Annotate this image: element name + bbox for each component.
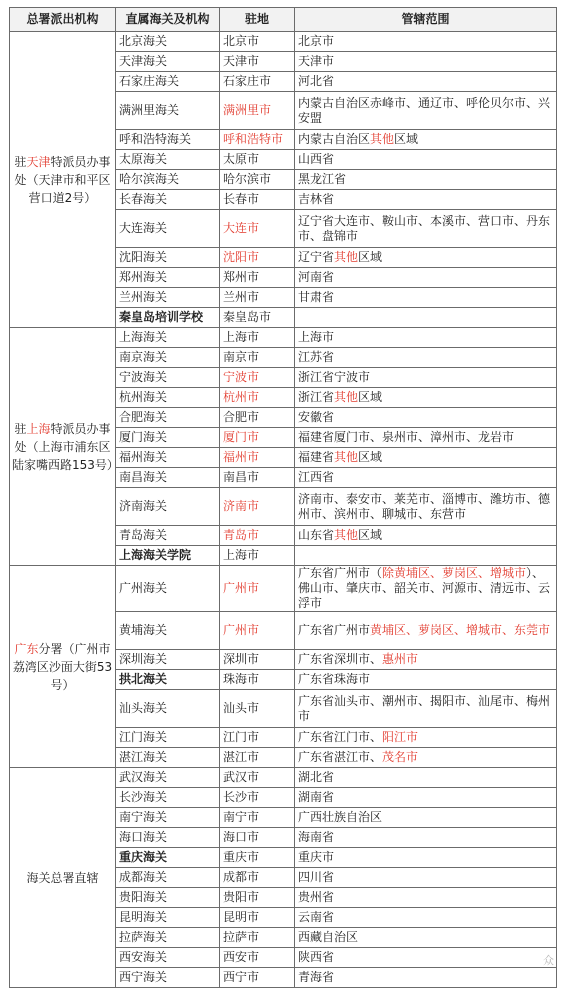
location-cell: 兰州市: [220, 288, 295, 308]
text-segment: 四川省: [298, 870, 335, 884]
customs-name-cell: 沈阳海关: [116, 248, 220, 268]
customs-name-cell: 大连海关: [116, 210, 220, 248]
customs-name-cell: 青岛海关: [116, 526, 220, 546]
customs-name-cell: 厦门海关: [116, 428, 220, 448]
customs-name-cell: 西安海关: [116, 948, 220, 968]
scope-cell: [295, 948, 557, 968]
header-scope: 管辖范围: [295, 8, 557, 32]
text-segment: 驻: [14, 154, 27, 169]
scope-cell: [295, 888, 557, 908]
location-cell: 太原市: [220, 150, 295, 170]
scope-cell: [295, 612, 557, 650]
location-cell: 武汉市: [220, 768, 295, 788]
text-segment: 内蒙古自治区: [298, 132, 371, 146]
location-cell: 大连市: [220, 210, 295, 248]
scope-cell: [295, 170, 557, 190]
text-segment: 重庆市: [298, 850, 335, 864]
watermark: 众: [543, 954, 554, 967]
customs-name-cell: 昆明海关: [116, 908, 220, 928]
scope-cell: [295, 52, 557, 72]
header-location: 驻地: [220, 8, 295, 32]
scope-cell: [295, 210, 557, 248]
text-segment: 上海市: [298, 330, 335, 344]
customs-name-cell: 呼和浩特海关: [116, 130, 220, 150]
scope-cell: [295, 408, 557, 428]
text-segment: 广东: [14, 641, 39, 656]
text-segment: 其他: [334, 390, 359, 404]
scope-cell: [295, 808, 557, 828]
text-segment: 区域: [358, 250, 383, 264]
header-row: [10, 8, 557, 32]
text-segment: 广东省广州市（: [298, 566, 383, 580]
text-segment: 江苏省: [298, 350, 335, 364]
customs-name-cell: 成都海关: [116, 868, 220, 888]
text-segment: 山西省: [298, 152, 335, 166]
text-segment: 其他: [334, 528, 359, 542]
scope-cell: [295, 32, 557, 52]
customs-name-cell: 武汉海关: [116, 768, 220, 788]
customs-name-cell: 湛江海关: [116, 748, 220, 768]
text-segment: 辽宁省: [298, 250, 335, 264]
text-segment: 湖北省: [298, 770, 335, 784]
text-segment: 广东省广州市: [298, 623, 371, 637]
customs-name-cell: 重庆海关: [116, 848, 220, 868]
location-cell: 杭州市: [220, 388, 295, 408]
text-segment: 除黄埔区、萝岗区、增城市: [382, 566, 527, 580]
customs-name-cell: 宁波海关: [116, 368, 220, 388]
text-segment: 茂名市: [382, 750, 419, 764]
customs-name-cell: 福州海关: [116, 448, 220, 468]
scope-cell: [295, 908, 557, 928]
text-segment: 湖南省: [298, 790, 335, 804]
location-cell: 天津市: [220, 52, 295, 72]
location-cell: 福州市: [220, 448, 295, 468]
text-segment: 安徽省: [298, 410, 335, 424]
location-cell: 哈尔滨市: [220, 170, 295, 190]
customs-name-cell: 汕头海关: [116, 690, 220, 728]
text-segment: 广西壮族自治区: [298, 810, 383, 824]
location-cell: 上海市: [220, 546, 295, 566]
scope-cell: [295, 348, 557, 368]
scope-cell: [295, 488, 557, 526]
customs-name-cell: 哈尔滨海关: [116, 170, 220, 190]
customs-name-cell: 兰州海关: [116, 288, 220, 308]
text-segment: 广东省深圳市、: [298, 652, 383, 666]
scope-cell: [295, 428, 557, 448]
location-cell: 呼和浩特市: [220, 130, 295, 150]
customs-name-cell: 南昌海关: [116, 468, 220, 488]
text-segment: 河南省: [298, 270, 335, 284]
location-cell: 南宁市: [220, 808, 295, 828]
text-segment: 广东省江门市、: [298, 730, 383, 744]
customs-name-cell: 南京海关: [116, 348, 220, 368]
text-segment: 特派员办事处（上海市浦东区陆家嘴西路153号）: [12, 421, 119, 472]
text-segment: 浙江省: [298, 390, 335, 404]
customs-name-cell: 秦皇岛培训学校: [116, 308, 220, 328]
scope-cell: [295, 968, 557, 988]
text-segment: 区域: [358, 390, 383, 404]
location-cell: 西安市: [220, 948, 295, 968]
text-segment: 青海省: [298, 970, 335, 984]
text-segment: 山东省: [298, 528, 335, 542]
table-row: [10, 566, 557, 612]
customs-name-cell: 北京海关: [116, 32, 220, 52]
location-cell: 上海市: [220, 328, 295, 348]
customs-name-cell: 石家庄海关: [116, 72, 220, 92]
text-segment: 上海: [26, 421, 51, 436]
text-segment: 浙江省宁波市: [298, 370, 371, 384]
scope-cell: [295, 928, 557, 948]
location-cell: 广州市: [220, 566, 295, 612]
text-segment: 广东省珠海市: [298, 672, 371, 686]
table-body: [10, 32, 557, 988]
location-cell: 郑州市: [220, 268, 295, 288]
customs-name-cell: 济南海关: [116, 488, 220, 526]
text-segment: 北京市: [298, 34, 335, 48]
customs-name-cell: 合肥海关: [116, 408, 220, 428]
scope-cell: [295, 150, 557, 170]
customs-name-cell: 长沙海关: [116, 788, 220, 808]
customs-name-cell: 天津海关: [116, 52, 220, 72]
text-segment: 内蒙古自治区赤峰市、通辽市、呼伦贝尔市、兴安盟: [298, 95, 551, 125]
location-cell: 沈阳市: [220, 248, 295, 268]
customs-name-cell: 太原海关: [116, 150, 220, 170]
scope-cell: [295, 566, 557, 612]
text-segment: 贵州省: [298, 890, 335, 904]
customs-name-cell: 上海海关学院: [116, 546, 220, 566]
scope-cell: [295, 72, 557, 92]
scope-cell: [295, 848, 557, 868]
text-segment: 分署（广州市荔湾区沙面大街53号）: [12, 641, 113, 692]
customs-name-cell: 满洲里海关: [116, 92, 220, 130]
text-segment: 福建省: [298, 450, 335, 464]
text-segment: 济南市、泰安市、莱芜市、淄博市、潍坊市、德州市、滨州市、聊城市、东营市: [298, 491, 551, 521]
text-segment: 海南省: [298, 830, 335, 844]
text-segment: ）、佛山市、肇庆市、韶关市、河源市、清远市、云浮市: [298, 566, 551, 610]
text-segment: 特派员办事处（天津市和平区营口道2号）: [14, 154, 111, 205]
location-cell: 贵阳市: [220, 888, 295, 908]
scope-cell: [295, 748, 557, 768]
text-segment: 黑龙江省: [298, 172, 347, 186]
customs-name-cell: 拱北海关: [116, 670, 220, 690]
text-segment: 广东省湛江市、: [298, 750, 383, 764]
scope-cell: [295, 130, 557, 150]
text-segment: 西藏自治区: [298, 930, 359, 944]
scope-cell: [295, 248, 557, 268]
customs-name-cell: 长春海关: [116, 190, 220, 210]
dispatch-office-cell: [10, 768, 116, 988]
customs-name-cell: 西宁海关: [116, 968, 220, 988]
location-cell: 长沙市: [220, 788, 295, 808]
text-segment: 福建省厦门市、泉州市、漳州市、龙岩市: [298, 430, 515, 444]
text-segment: 广东省汕头市、潮州市、揭阳市、汕尾市、梅州市: [298, 693, 551, 723]
location-cell: 石家庄市: [220, 72, 295, 92]
header-office: 总署派出机构: [10, 8, 116, 32]
location-cell: 满洲里市: [220, 92, 295, 130]
scope-cell: [295, 288, 557, 308]
location-cell: 重庆市: [220, 848, 295, 868]
scope-cell: [295, 308, 557, 328]
customs-name-cell: 杭州海关: [116, 388, 220, 408]
location-cell: 宁波市: [220, 368, 295, 388]
location-cell: 长春市: [220, 190, 295, 210]
customs-jurisdiction-table: [9, 7, 557, 988]
scope-cell: [295, 368, 557, 388]
text-segment: 其他: [334, 250, 359, 264]
scope-cell: [295, 92, 557, 130]
location-cell: 珠海市: [220, 670, 295, 690]
text-segment: 区域: [394, 132, 419, 146]
text-segment: 区域: [358, 528, 383, 542]
text-segment: 其他: [334, 450, 359, 464]
text-segment: 惠州市: [382, 652, 419, 666]
text-segment: 区域: [358, 450, 383, 464]
text-segment: 阳江市: [382, 730, 419, 744]
scope-cell: [295, 788, 557, 808]
table-row: [10, 328, 557, 348]
location-cell: 济南市: [220, 488, 295, 526]
text-segment: 河北省: [298, 74, 335, 88]
scope-cell: [295, 448, 557, 468]
text-segment: 江西省: [298, 470, 335, 484]
dispatch-office-cell: [10, 566, 116, 768]
text-segment: 海关总署直辖: [26, 870, 99, 885]
customs-name-cell: 南宁海关: [116, 808, 220, 828]
scope-cell: [295, 728, 557, 748]
scope-cell: [295, 190, 557, 210]
location-cell: 湛江市: [220, 748, 295, 768]
location-cell: 青岛市: [220, 526, 295, 546]
text-segment: 其他: [370, 132, 395, 146]
customs-name-cell: 江门海关: [116, 728, 220, 748]
customs-name-cell: 海口海关: [116, 828, 220, 848]
text-segment: 天津市: [298, 54, 335, 68]
text-segment: 陕西省: [298, 950, 335, 964]
text-segment: 云南省: [298, 910, 335, 924]
scope-cell: [295, 546, 557, 566]
scope-cell: [295, 690, 557, 728]
customs-name-cell: 上海海关: [116, 328, 220, 348]
location-cell: 成都市: [220, 868, 295, 888]
header-customs: 直属海关及机构: [116, 8, 220, 32]
text-segment: 甘肃省: [298, 290, 335, 304]
scope-cell: [295, 828, 557, 848]
customs-name-cell: 黄埔海关: [116, 612, 220, 650]
text-segment: 辽宁省大连市、鞍山市、本溪市、营口市、丹东市、盘锦市: [298, 213, 551, 243]
location-cell: 江门市: [220, 728, 295, 748]
customs-name-cell: 郑州海关: [116, 268, 220, 288]
table-row: [10, 768, 557, 788]
text-segment: 天津: [26, 154, 51, 169]
dispatch-office-cell: [10, 32, 116, 328]
location-cell: 昆明市: [220, 908, 295, 928]
customs-name-cell: 贵阳海关: [116, 888, 220, 908]
scope-cell: [295, 268, 557, 288]
location-cell: 合肥市: [220, 408, 295, 428]
scope-cell: [295, 388, 557, 408]
location-cell: 南京市: [220, 348, 295, 368]
location-cell: 海口市: [220, 828, 295, 848]
dispatch-office-cell: [10, 328, 119, 566]
location-cell: 秦皇岛市: [220, 308, 295, 328]
text-segment: 驻: [14, 421, 27, 436]
location-cell: 拉萨市: [220, 928, 295, 948]
text-segment: 黄埔区、萝岗区、增城市、东莞市: [370, 623, 551, 637]
scope-cell: [295, 328, 557, 348]
location-cell: 广州市: [220, 612, 295, 650]
customs-name-cell: 拉萨海关: [116, 928, 220, 948]
location-cell: 汕头市: [220, 690, 295, 728]
scope-cell: [295, 868, 557, 888]
location-cell: 北京市: [220, 32, 295, 52]
location-cell: 深圳市: [220, 650, 295, 670]
text-segment: 吉林省: [298, 192, 335, 206]
table-row: [10, 32, 557, 52]
customs-name-cell: 广州海关: [116, 566, 220, 612]
location-cell: 南昌市: [220, 468, 295, 488]
scope-cell: [295, 768, 557, 788]
scope-cell: [295, 468, 557, 488]
customs-name-cell: 深圳海关: [116, 650, 220, 670]
scope-cell: [295, 650, 557, 670]
scope-cell: [295, 670, 557, 690]
location-cell: 西宁市: [220, 968, 295, 988]
scope-cell: [295, 526, 557, 546]
location-cell: 厦门市: [220, 428, 295, 448]
